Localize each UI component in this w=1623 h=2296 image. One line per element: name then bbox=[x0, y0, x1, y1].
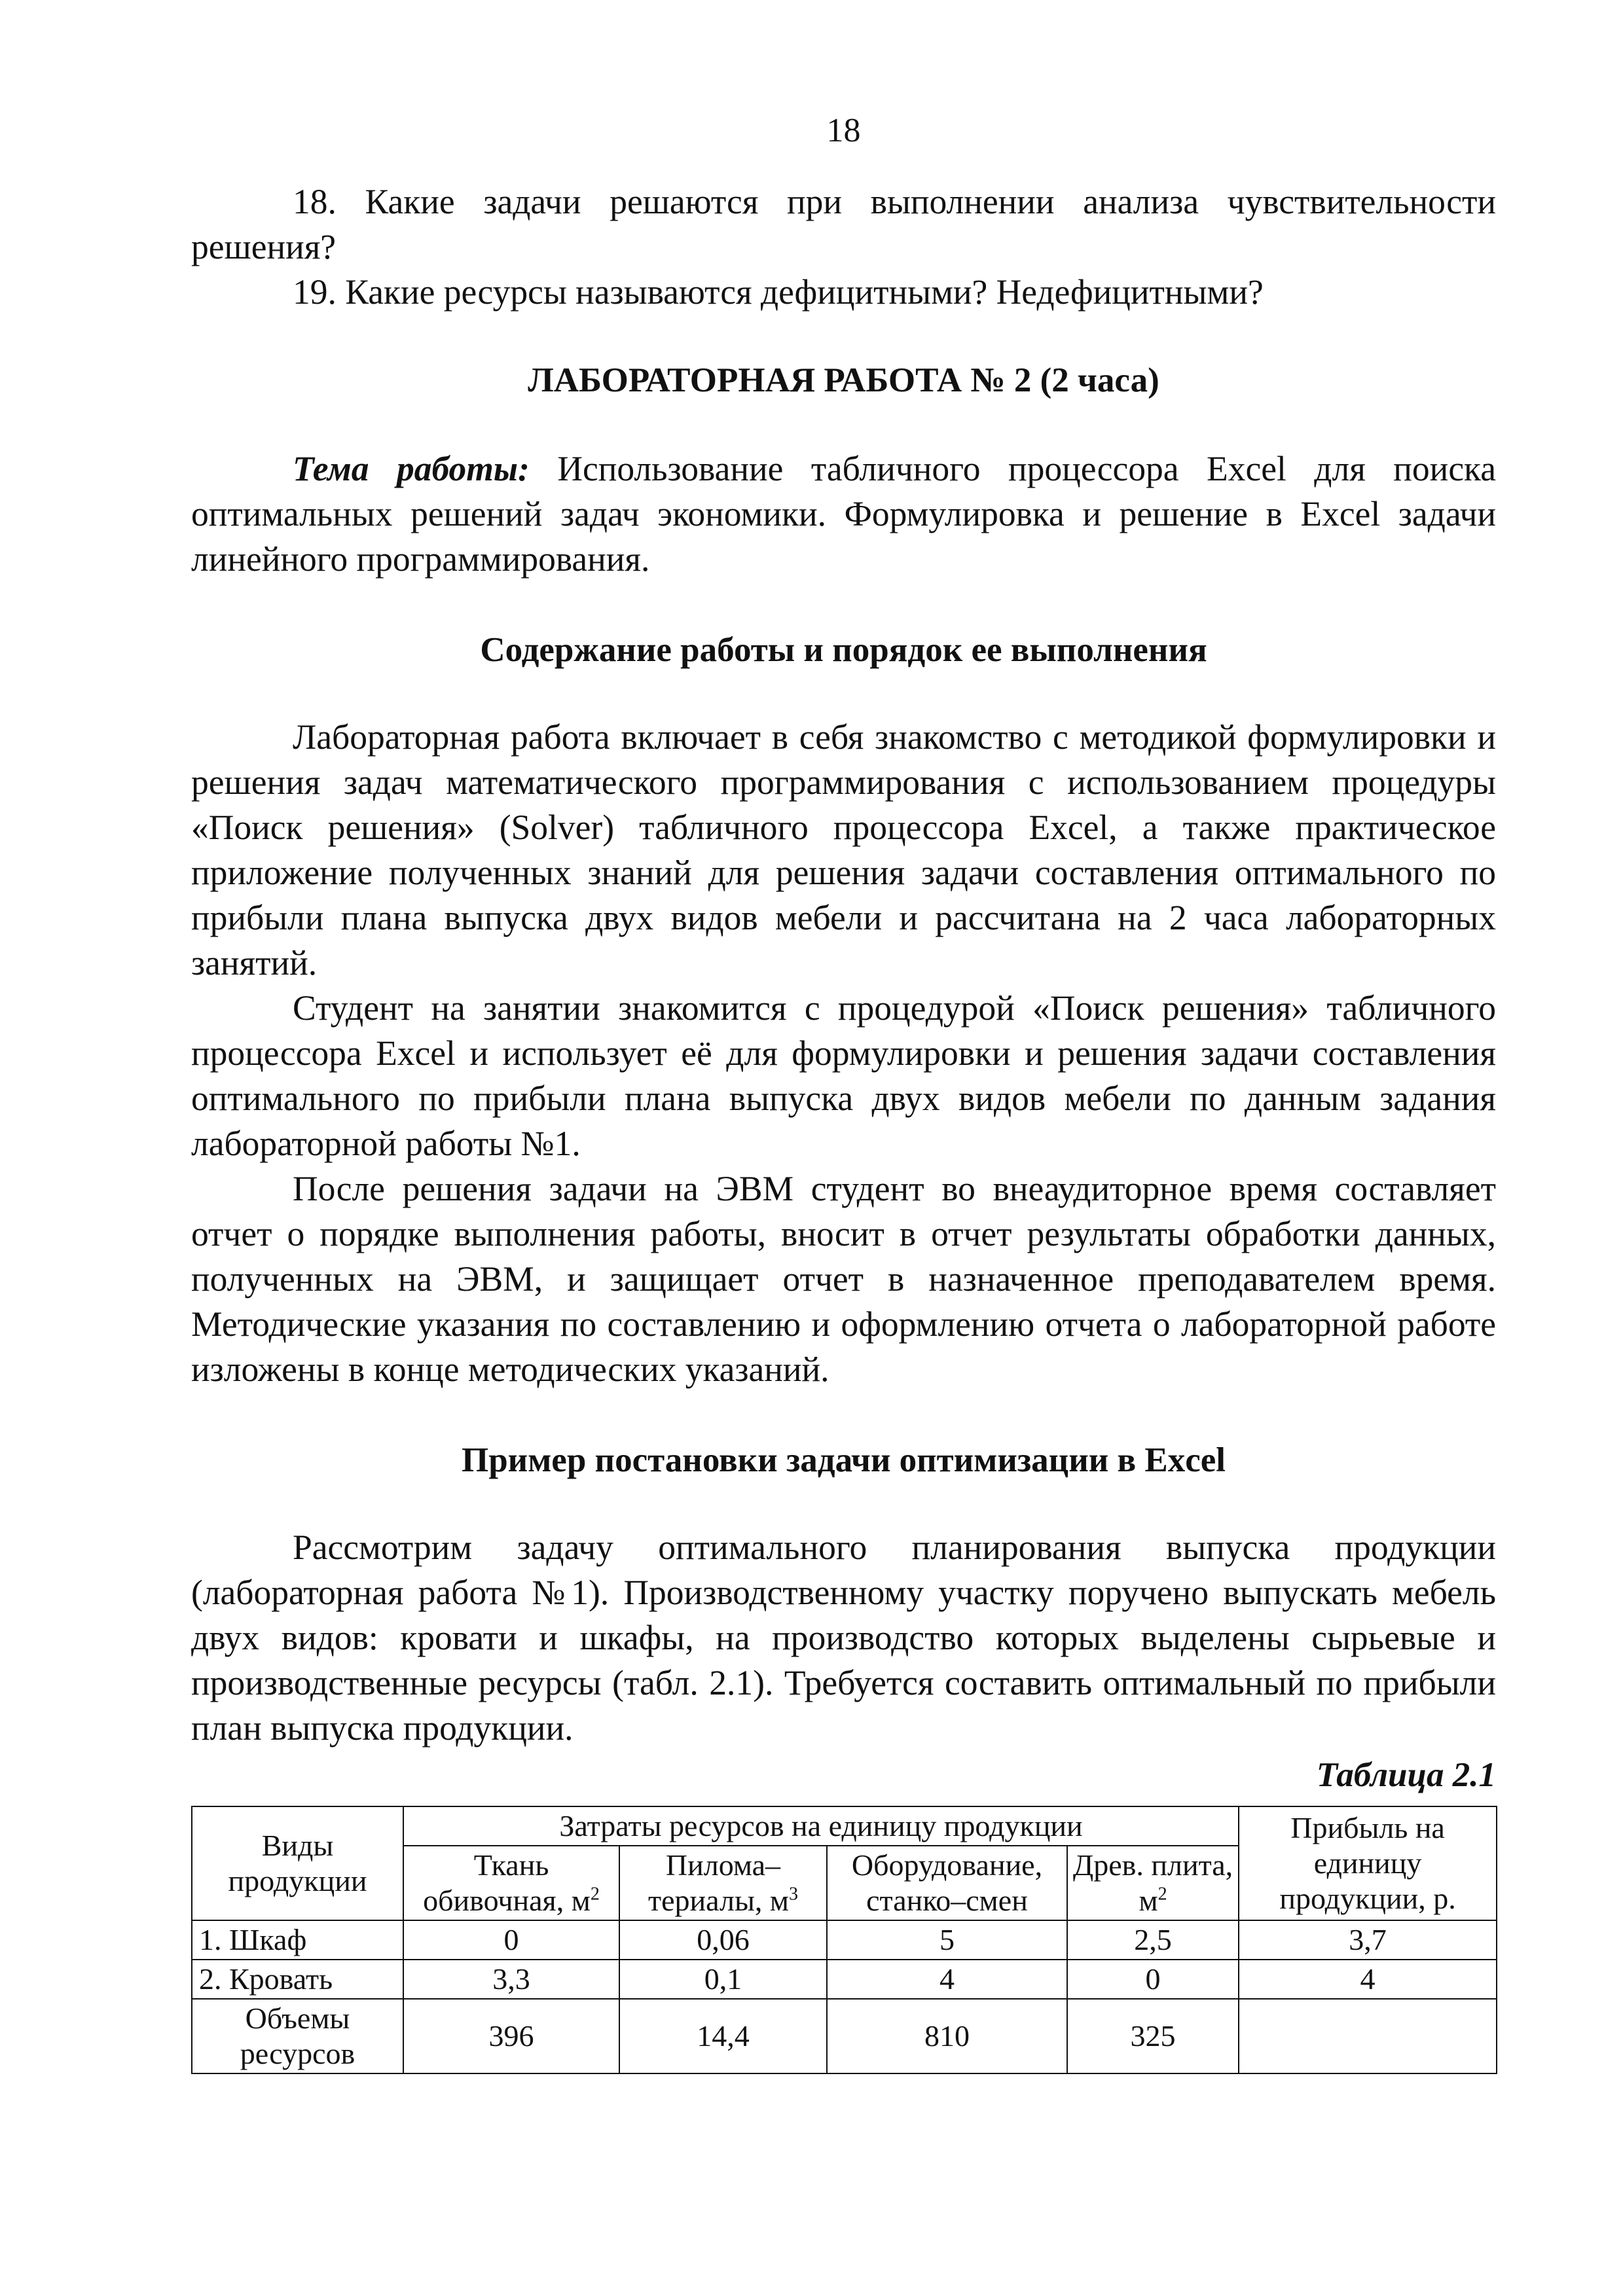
header-equipment: Оборудование, станко–смен bbox=[827, 1846, 1067, 1920]
cell-board: 325 bbox=[1067, 1999, 1239, 2073]
row-name: 1. Шкаф bbox=[192, 1920, 403, 1960]
cell-equipment: 4 bbox=[827, 1960, 1067, 1999]
cell-equipment: 5 bbox=[827, 1920, 1067, 1960]
content-paragraph-3: После решения задачи на ЭВМ студент во внеаудиторное время составляет отчет о порядке выполнения работы, вносит в отчет результаты обработки данных, полученных на ЭВМ, и защищает отчет в назначенное преподавателем время. Методические указания по составлению и оформлению отчета о лабораторной работе изложены в конце методических указаний. bbox=[191, 1169, 1496, 1389]
content-heading: Содержание работы и порядок ее выполнения bbox=[480, 631, 1207, 669]
table-caption: Таблица 2.1 bbox=[1316, 1756, 1496, 1794]
cell-fabric: 396 bbox=[403, 1999, 619, 2073]
theme-text: Использование табличного процессора Excel для поиска оптимальных решений задач экономики. Формулировка и решение в Excel задачи линейного программирования. bbox=[191, 449, 1496, 579]
cell-profit: 3,7 bbox=[1239, 1920, 1497, 1960]
theme-paragraph bbox=[191, 446, 1496, 582]
example-paragraph: Рассмотрим задачу оптимального планирования выпуска продукции (лабораторная работа №1). Производственному участку поручено выпускать мебель двух видов: кровати и шкафы, на производство которых выделены сырьевые и производственные ресурсы (табл. 2.1). Требуется составить оптимальный по прибыли план выпуска продукции. bbox=[191, 1528, 1496, 1748]
table-header-row bbox=[192, 1806, 1497, 1846]
header-profit: Прибыль на единицу продукции, р. bbox=[1239, 1806, 1497, 1920]
cell-lumber: 14,4 bbox=[619, 1999, 827, 2073]
header-fabric bbox=[403, 1846, 619, 1920]
header-lumber-unit: 3 bbox=[788, 1884, 798, 1905]
cell-profit bbox=[1239, 1999, 1497, 2073]
header-fabric-unit: 2 bbox=[590, 1884, 600, 1905]
content-paragraph-2: Студент на занятии знакомится с процедурой «Поиск решения» табличного процессора Excel и использует её для формулировки и решения задачи составления оптимального по прибыли плана выпуска двух видов мебели по данным задания лабораторной работы №1. bbox=[191, 988, 1496, 1163]
question-18: 18. Какие задачи решаются при выполнении анализа чувствительности решения? bbox=[191, 182, 1496, 266]
page-number: 18 bbox=[826, 112, 861, 149]
document-page bbox=[191, 111, 1496, 2074]
table-row bbox=[192, 1960, 1497, 1999]
header-fabric-label: Ткань обивочная, м bbox=[423, 1848, 591, 1917]
header-board-unit: 2 bbox=[1158, 1884, 1167, 1905]
header-product: Виды продукции bbox=[192, 1806, 403, 1920]
cell-board: 0 bbox=[1067, 1960, 1239, 1999]
header-costs: Затраты ресурсов на единицу продукции bbox=[403, 1806, 1239, 1846]
cell-lumber: 0,1 bbox=[619, 1960, 827, 1999]
row-name: 2. Кровать bbox=[192, 1960, 403, 1999]
header-board-label: Древ. плита, м bbox=[1072, 1848, 1233, 1917]
cell-profit: 4 bbox=[1239, 1960, 1497, 1999]
theme-label: Тема работы: bbox=[293, 449, 530, 488]
example-heading: Пример постановки задачи оптимизации в Excel bbox=[461, 1441, 1226, 1479]
row-name: Объемы ресурсов bbox=[192, 1999, 403, 2073]
cell-fabric: 0 bbox=[403, 1920, 619, 1960]
header-lumber-label: Пилома– териалы, м bbox=[648, 1848, 789, 1917]
table-row bbox=[192, 1999, 1497, 2073]
header-board bbox=[1067, 1846, 1239, 1920]
cell-board: 2,5 bbox=[1067, 1920, 1239, 1960]
lab-title: ЛАБОРАТОРНАЯ РАБОТА № 2 (2 часа) bbox=[528, 361, 1159, 399]
cell-lumber: 0,06 bbox=[619, 1920, 827, 1960]
question-19: 19. Какие ресурсы называются дефицитными? Недефицитными? bbox=[293, 272, 1264, 312]
cell-equipment: 810 bbox=[827, 1999, 1067, 2073]
cell-fabric: 3,3 bbox=[403, 1960, 619, 1999]
table-row bbox=[192, 1920, 1497, 1960]
content-paragraph-1: Лабораторная работа включает в себя знакомство с методикой формулировки и решения задач математического программирования с использованием процедуры «Поиск решения» (Solver) табличного процессора Excel, а также практическое приложение полученных знаний для решения задачи составления оптимального по прибыли плана выпуска двух видов мебели и рассчитана на 2 часа лабораторных занятий. bbox=[191, 717, 1496, 982]
resources-table bbox=[191, 1806, 1497, 2074]
header-lumber bbox=[619, 1846, 827, 1920]
